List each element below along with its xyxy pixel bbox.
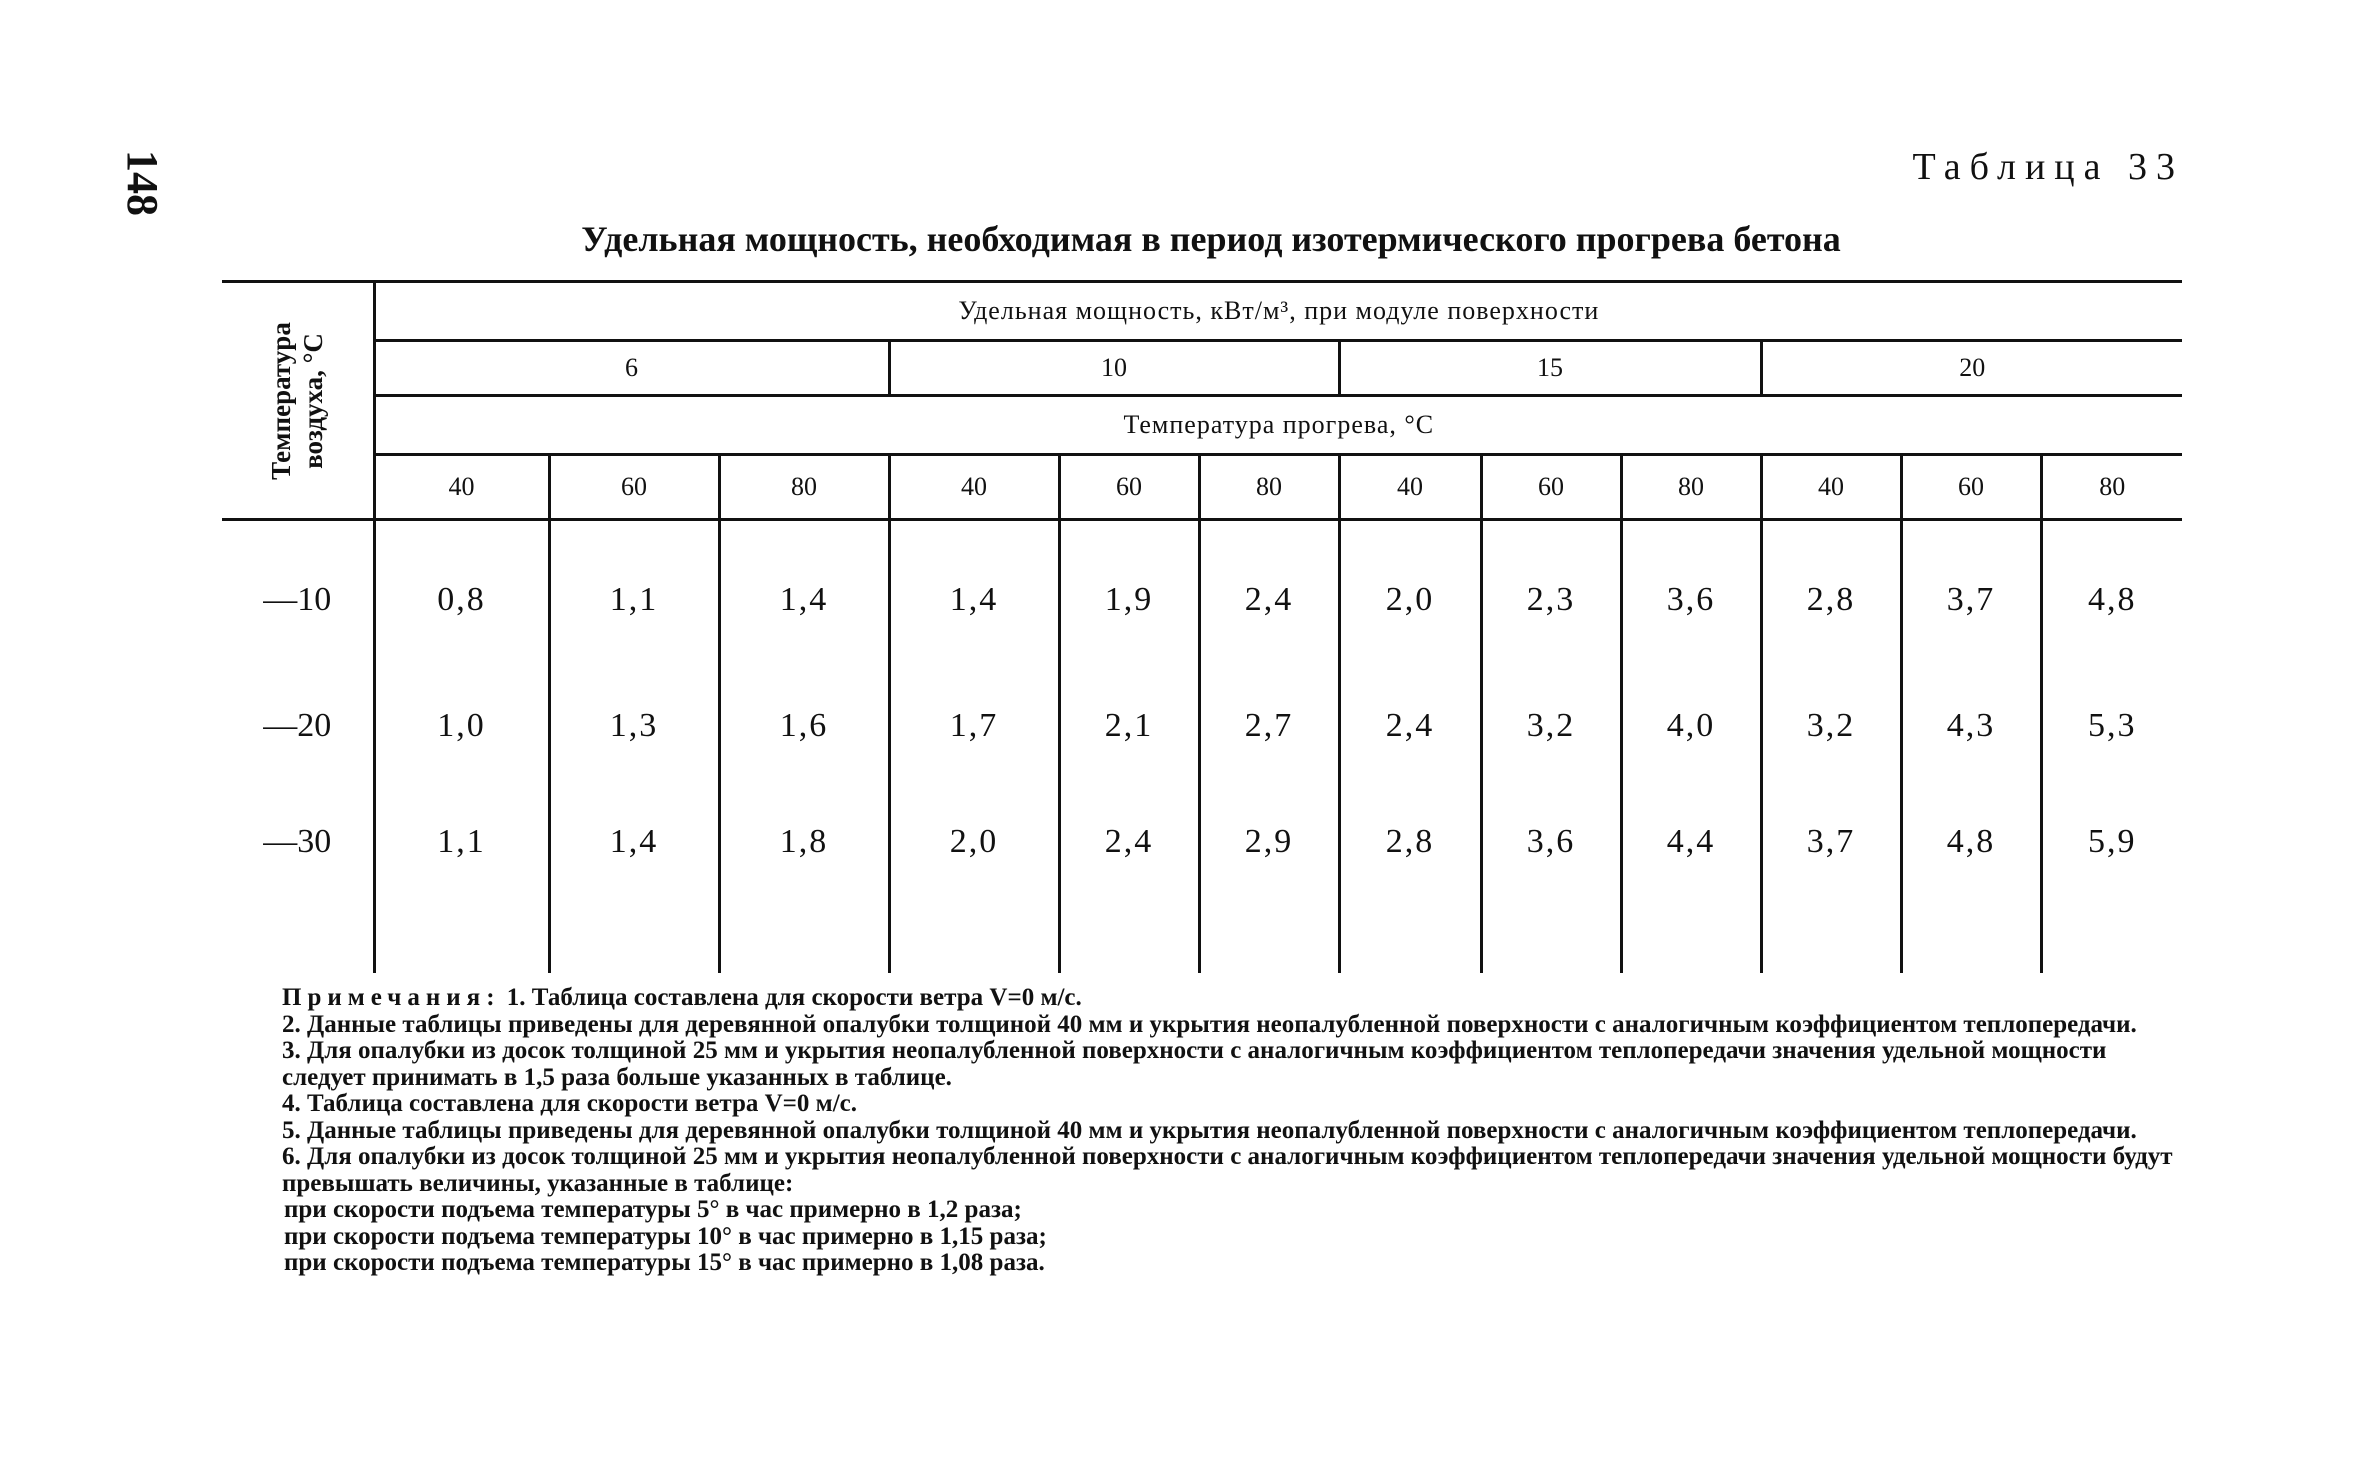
power-cell: 1,4 (719, 520, 889, 664)
note-5: 5. Данные таблицы приведены для деревянной опалубки толщиной 40 мм и укрытия неопалубленной поверхности с аналогичным коэффициентом теплопередачи. (282, 1116, 2137, 1144)
page-number: 148 (118, 150, 167, 216)
power-cell: 5,3 (2041, 663, 2182, 789)
power-cell: 1,9 (1059, 520, 1199, 664)
power-cell: 4,3 (1901, 663, 2041, 789)
notes-heading: Примечания: (282, 984, 501, 1011)
note-6: 6. Для опалубки из досок толщиной 25 мм и укрытия неопалубленной поверхности с аналогичным коэффициентом теплопередачи значения удельной мощности будут превышать величины, указанные в таблице: (282, 1143, 2173, 1197)
power-cell: 1,4 (549, 789, 719, 973)
note-1 (282, 985, 2192, 1012)
power-cell: 1,0 (437, 707, 486, 744)
note-4: 4. Таблица составлена для скорости ветра V=0 м/с. (282, 1090, 857, 1117)
table-row (222, 663, 2182, 789)
power-cell: 0,8 (437, 581, 486, 618)
table-row (222, 520, 2182, 664)
table-row (222, 789, 2182, 973)
heating-temp-header: 80 (1621, 455, 1761, 520)
power-cell: 4,0 (1621, 663, 1761, 789)
power-cell: 5,9 (2041, 789, 2182, 973)
power-cell: 1,1 (549, 520, 719, 664)
table-notes (282, 985, 2192, 1277)
power-cell: 1,8 (719, 789, 889, 973)
power-cell: 3,2 (1761, 663, 1901, 789)
power-cell: 1,4 (889, 520, 1059, 664)
power-cell: 1,1 (437, 823, 486, 860)
heating-temp-header: 60 (1481, 455, 1621, 520)
heating-temp-header: 80 (719, 455, 889, 520)
power-cell: 2,1 (1059, 663, 1199, 789)
module-header: 20 (1761, 341, 2182, 396)
power-span-header: Удельная мощность, кВт/м³, при модуле поверхности (374, 282, 2182, 341)
note-1-text: 1. Таблица составлена для скорости ветра V=0 м/с. (506, 984, 1082, 1011)
module-header: 15 (1339, 341, 1761, 396)
power-cell: 4,4 (1621, 789, 1761, 973)
power-cell: 1,7 (889, 663, 1059, 789)
power-cell: 2,0 (1339, 520, 1481, 664)
note-6-item: при скорости подъема температуры 10° в час примерно в 1,15 раза; (284, 1222, 1047, 1250)
air-temp-cell: —30 (222, 789, 374, 973)
power-cell: 2,8 (1339, 789, 1481, 973)
heating-temp-header: 40 (1339, 455, 1481, 520)
power-cell: 3,6 (1621, 520, 1761, 664)
heating-temp-header: 40 (374, 455, 549, 520)
heating-temp-header: 60 (1901, 455, 2041, 520)
air-temp-cell: —10 (222, 520, 374, 664)
heating-temp-header: 40 (889, 455, 1059, 520)
heating-temp-header: 60 (1059, 455, 1199, 520)
power-cell: 2,4 (1339, 663, 1481, 789)
air-temperature-header-line2: воздуха, °С (298, 332, 329, 469)
power-cell: 3,2 (1481, 663, 1621, 789)
heating-temp-header: 60 (549, 455, 719, 520)
module-header: 6 (374, 341, 889, 396)
note-6-item: при скорости подъема температуры 5° в час примерно в 1,2 раза; (284, 1196, 1022, 1223)
table-label: Таблица 33 (1912, 146, 2184, 188)
note-2: 2. Данные таблицы приведены для деревянной опалубки толщиной 40 мм и укрытия неопалубленной поверхности с аналогичным коэффициентом теплопередачи. (282, 1010, 2137, 1038)
heating-temp-header: 80 (2041, 455, 2182, 520)
heating-temp-header: 80 (1199, 455, 1339, 520)
power-cell: 2,7 (1199, 663, 1339, 789)
note-6-item: при скорости подъема температуры 15° в час примерно в 1,08 раза. (284, 1249, 1045, 1276)
table-title: Удельная мощность, необходимая в период изотермического прогрева бетона (581, 219, 1841, 259)
heating-temperature-header: Температура прогрева, °С (374, 396, 2182, 455)
power-cell: 4,8 (2041, 520, 2182, 664)
power-cell: 3,7 (1901, 520, 2041, 664)
heating-temp-header: 40 (1761, 455, 1901, 520)
power-cell: 2,9 (1199, 789, 1339, 973)
power-cell: 3,7 (1761, 789, 1901, 973)
power-cell: 4,8 (1901, 789, 2041, 973)
power-cell: 2,0 (889, 789, 1059, 973)
power-cell: 2,4 (1059, 789, 1199, 973)
module-header: 10 (889, 341, 1339, 396)
power-cell: 2,3 (1481, 520, 1621, 664)
air-temp-cell: —20 (222, 663, 374, 789)
power-table (222, 280, 2182, 973)
air-temperature-header-line1: Температура (266, 321, 297, 480)
power-cell: 3,6 (1481, 789, 1621, 973)
power-cell: 2,4 (1199, 520, 1339, 664)
power-cell: 2,8 (1761, 520, 1901, 664)
power-cell: 1,6 (719, 663, 889, 789)
note-3: 3. Для опалубки из досок толщиной 25 мм и укрытия неопалубленной поверхности с аналогичным коэффициентом теплопередачи значения удельной мощности следует принимать в 1,5 раза больше указанных в таблице. (282, 1037, 2107, 1091)
power-cell: 1,3 (549, 663, 719, 789)
air-temperature-header (222, 282, 374, 520)
